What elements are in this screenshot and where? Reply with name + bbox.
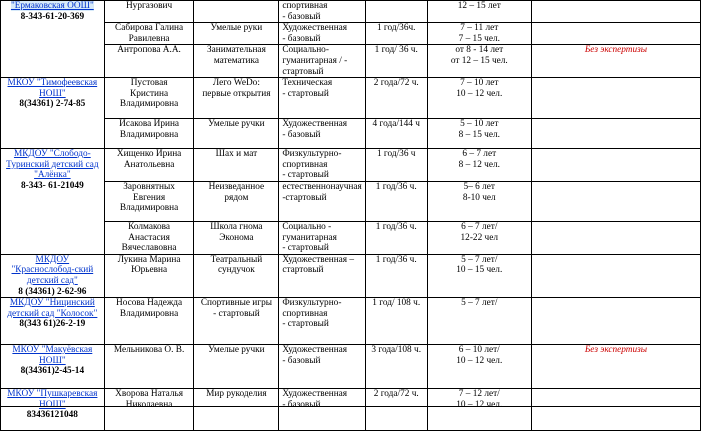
table-row	[1, 78, 701, 119]
direction-cell	[279, 254, 366, 297]
org-phone: 8(34361)2-45-14	[20, 366, 85, 377]
age-text: 7 – 11 лет 7 – 15 чел.	[458, 23, 500, 44]
note-text: Без экспертизы	[584, 45, 648, 56]
direction-text: Техническая - стартовый	[282, 78, 333, 99]
table-row	[1, 119, 701, 149]
age-cell	[427, 254, 531, 297]
teacher-cell	[104, 119, 194, 149]
direction-cell	[279, 298, 366, 345]
program-cell	[194, 221, 279, 254]
direction-cell	[279, 181, 366, 221]
program-text: Мир рукоделия	[206, 389, 267, 400]
hours-text: 1 год/ 36 ч.	[374, 45, 418, 56]
table-row	[1, 345, 701, 389]
age-text: 5– 6 лет 8-10 чел	[462, 181, 496, 203]
hours-text: 1 год/36 ч	[376, 149, 416, 160]
age-text: от 8 - 14 лет от 12 – 15 чел.	[450, 45, 508, 66]
teacher-cell	[104, 78, 194, 119]
program-text: Умелые руки	[210, 23, 263, 34]
note-text: Без экспертизы	[584, 345, 648, 356]
teacher-text: Заровнятных Евгения Владимировна	[119, 181, 179, 214]
note-cell	[531, 1, 700, 23]
org-phone: 8(343 61)26-2-19	[19, 319, 86, 330]
program-cell	[194, 23, 279, 45]
age-cell	[427, 221, 531, 254]
teacher-text: Колмакова Анастасия Вячеславовна	[121, 221, 177, 254]
teacher-text: Лукина Марина Юрьевна	[117, 254, 181, 276]
hours-cell	[365, 254, 427, 297]
age-text: 6 – 7 лет/ 12-22 чел	[460, 221, 498, 243]
direction-text: Художественная - базовый	[282, 389, 348, 410]
age-cell	[427, 1, 531, 23]
note-cell	[531, 181, 700, 221]
org-cell	[1, 149, 105, 255]
note-cell	[531, 254, 700, 297]
direction-text: Художественная - базовый	[282, 345, 348, 366]
program-cell	[194, 78, 279, 119]
age-text: 7 – 10 лет 10 – 12 чел.	[456, 78, 503, 99]
teacher-text: Антропова А.А.	[117, 45, 181, 56]
program-cell	[194, 298, 279, 345]
program-text: Театральный сундучок	[210, 254, 263, 276]
program-cell	[194, 254, 279, 297]
direction-text: естественнонаучная -стартовый	[282, 181, 362, 203]
org-phone: 8-343- 61-21049	[20, 180, 84, 191]
teacher-cell	[104, 221, 194, 254]
direction-text: Физкультурно- спортивная - стартовый	[282, 298, 342, 330]
note-cell	[531, 119, 700, 149]
hours-text: 2 года/72 ч.	[373, 78, 419, 89]
hours-text: 1 год/36 ч.	[375, 221, 417, 232]
direction-text: Художественная - базовый	[282, 23, 348, 44]
note-cell	[531, 45, 700, 78]
teacher-text: Хворова Наталья Николаевна	[115, 389, 184, 410]
direction-cell	[279, 221, 366, 254]
age-text: 7 – 12 лет/ 10 – 12 чел.	[456, 389, 503, 410]
age-cell	[427, 181, 531, 221]
hours-cell	[365, 23, 427, 45]
direction-text: Социально- гуманитарная / - стартовый	[282, 45, 348, 77]
hours-text: 1 год/36 ч.	[375, 254, 417, 265]
hours-cell	[365, 345, 427, 389]
org-name-link[interactable]: МКДОУ "Краснослобод-ский детский сад"	[11, 254, 94, 286]
hours-cell	[365, 78, 427, 119]
program-cell	[194, 345, 279, 389]
age-text: 6 – 7 лет 8 – 12 чел.	[458, 149, 500, 170]
org-name-link[interactable]: МКОУ "Тимофеевская НОШ"	[7, 78, 98, 99]
org-phone: 8(34361) 2-74-85	[19, 99, 86, 110]
teacher-text: Сабирова Галина Равилевна	[115, 23, 184, 44]
teacher-text: Мельникова О. В.	[113, 345, 185, 356]
hours-cell	[365, 298, 427, 345]
hours-cell	[365, 221, 427, 254]
teacher-cell	[104, 23, 194, 45]
teacher-text: Хищенко Ирина Анатольевна	[116, 149, 182, 170]
org-phone: 8-343-61-20-369	[20, 11, 85, 22]
teacher-cell	[104, 1, 194, 23]
program-cell	[194, 1, 279, 23]
program-text: Шах и мат	[215, 149, 258, 160]
program-cell	[194, 119, 279, 149]
note-cell	[531, 221, 700, 254]
program-text: Неизведанное рядом	[208, 181, 265, 203]
teacher-cell	[104, 298, 194, 345]
org-phone: 83436121048	[26, 410, 78, 421]
note-cell	[531, 78, 700, 119]
org-name-link[interactable]: МКДОУ "Слободо-Туринский детский сад "Алёнка"	[6, 149, 99, 181]
note-cell	[531, 298, 700, 345]
table-row	[1, 221, 701, 254]
age-text: 5 – 7 лет/ 10 – 15 чел.	[456, 254, 503, 276]
age-cell	[427, 345, 531, 389]
org-cell	[1, 254, 105, 297]
age-cell	[427, 149, 531, 182]
age-cell	[427, 119, 531, 149]
note-cell	[531, 345, 700, 389]
direction-cell	[279, 78, 366, 119]
table-row	[1, 181, 701, 221]
hours-cell	[365, 181, 427, 221]
table-row	[1, 23, 701, 45]
table-row	[1, 1, 701, 23]
teacher-cell	[104, 345, 194, 389]
org-name-link[interactable]: МКДОУ "Ницинский детский сад "Колосок"	[7, 298, 98, 319]
teacher-text: Нургазович	[125, 1, 173, 11]
org-name-link[interactable]: МКОУ "Макуёвская НОШ"	[12, 345, 93, 366]
age-text: 6 – 10 лет/ 10 – 12 чел.	[456, 345, 503, 366]
teacher-cell	[104, 149, 194, 182]
age-cell	[427, 298, 531, 345]
age-cell	[427, 23, 531, 45]
table-row	[1, 298, 701, 345]
program-text: Спортивные игры - стартовый	[200, 298, 272, 319]
org-name-link[interactable]: "Ермаковская ООШ"	[10, 1, 94, 11]
hours-text: 1 год/ 108 ч.	[372, 298, 421, 309]
teacher-text: Пустовая Кристина Владимировна	[119, 78, 179, 110]
hours-cell	[365, 1, 427, 23]
teacher-cell	[104, 45, 194, 78]
hours-cell	[365, 149, 427, 182]
direction-text: Художественная - базовый	[282, 119, 348, 140]
direction-cell	[279, 1, 366, 23]
teacher-text: Носова Надежда Владимировна	[116, 298, 183, 319]
table-row	[1, 254, 701, 297]
teacher-cell	[104, 181, 194, 221]
org-phone: 8 (34361) 2-62-96	[18, 286, 87, 297]
age-text: 12 – 15 лет	[457, 1, 501, 11]
direction-cell	[279, 45, 366, 78]
hours-cell	[365, 45, 427, 78]
direction-cell	[279, 149, 366, 182]
program-text: Умелые ручки	[208, 345, 265, 356]
direction-cell	[279, 119, 366, 149]
hours-cell	[365, 119, 427, 149]
direction-cell	[279, 345, 366, 389]
age-cell	[427, 45, 531, 78]
hours-text: 1 год/36ч.	[376, 23, 416, 34]
hours-text: 4 года/144 ч	[372, 119, 420, 130]
org-name-link[interactable]: МКОУ "Пушкаревская НОШ"	[7, 389, 98, 410]
program-cell	[194, 45, 279, 78]
teacher-text: Исакова Ирина Владимировна	[119, 119, 180, 140]
org-cell	[1, 1, 105, 78]
age-text: 5 – 7 лет/	[461, 298, 498, 309]
program-text: Занимательная математика	[206, 45, 266, 66]
note-cell	[531, 23, 700, 45]
direction-text: Социально - гуманитарная - стартовый	[282, 221, 337, 254]
program-cell	[194, 149, 279, 182]
direction-text: Физкультурно- спортивная - стартовый	[282, 149, 342, 181]
program-text: Умелые ручки	[208, 119, 265, 130]
note-cell	[531, 149, 700, 182]
age-text: 5 – 10 лет 8 – 15 чел.	[458, 119, 500, 140]
age-cell	[427, 78, 531, 119]
direction-text: Художественная – стартовый	[282, 254, 355, 276]
org-cell	[1, 345, 105, 389]
table-body	[1, 1, 701, 431]
program-cell	[194, 181, 279, 221]
org-cell	[1, 78, 105, 149]
table-row	[1, 149, 701, 182]
direction-text: спортивная - базовый	[282, 1, 328, 22]
program-text: Школа гнома Эконома	[210, 221, 263, 243]
org-cell	[1, 298, 105, 345]
program-text: Лего WeDo: первые открытия	[202, 78, 271, 99]
teacher-cell	[104, 254, 194, 297]
hours-text: 2 года/72 ч.	[373, 389, 419, 400]
direction-cell	[279, 23, 366, 45]
hours-text: 3 года/108 ч.	[371, 345, 422, 356]
table-row	[1, 45, 701, 78]
hours-text: 1 год/36 ч.	[375, 181, 417, 192]
